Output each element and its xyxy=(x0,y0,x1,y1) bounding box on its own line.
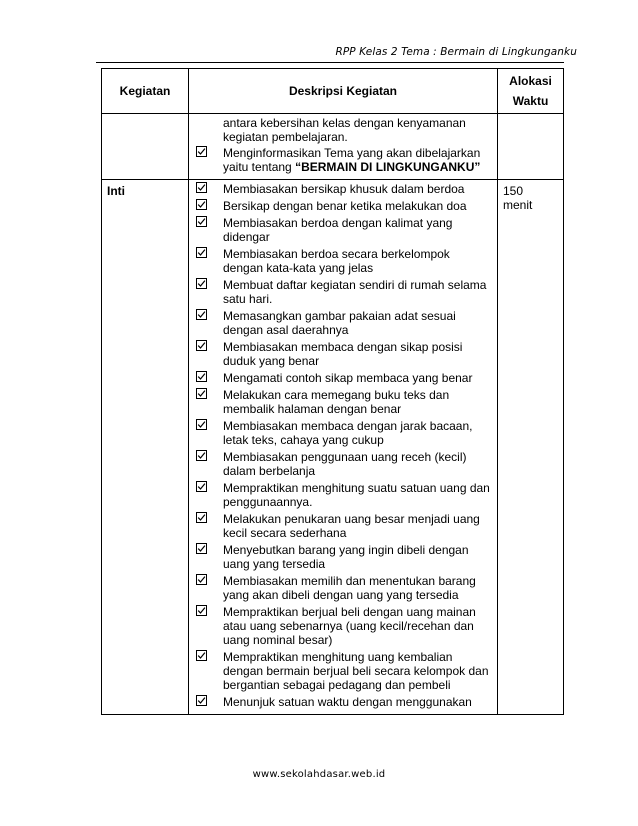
header-rule xyxy=(96,62,564,63)
checkbox-checked-icon xyxy=(196,695,208,709)
list-item xyxy=(189,216,497,244)
item-text: Membuat daftar kegiatan sendiri di rumah selama satu hari. xyxy=(223,278,487,306)
checkbox-checked-icon xyxy=(196,650,208,664)
item-text: Membiasakan bersikap khusuk dalam berdoa xyxy=(223,182,465,196)
item-text-bold: “BERMAIN DI LINGKUNGANKU” xyxy=(295,160,481,174)
rpp-table xyxy=(101,68,564,715)
checkbox-checked-icon xyxy=(196,278,208,292)
checkbox-checked-icon xyxy=(196,340,208,354)
list-item xyxy=(189,695,497,709)
checkbox-checked-icon xyxy=(196,182,208,196)
item-text: Membiasakan membaca dengan jarak bacaan, letak teks, cahaya yang cukup xyxy=(223,419,473,447)
continuation-row xyxy=(102,114,564,180)
list-item xyxy=(189,512,497,540)
checkbox-checked-icon xyxy=(196,146,208,160)
continuation-description-cell xyxy=(189,114,498,180)
item-text: Melakukan cara memegang buku teks dan membalik halaman dengan benar xyxy=(223,388,450,416)
column-header-kegiatan: Kegiatan xyxy=(102,69,189,114)
alokasi-header-line1: Alokasi xyxy=(509,74,552,88)
inti-description-cell xyxy=(189,180,498,715)
running-header: RPP Kelas 2 Tema : Bermain di Lingkunganku xyxy=(335,46,577,58)
item-text: Membiasakan memilih dan menentukan barang yang akan dibeli dengan uang yang tersedia xyxy=(223,574,476,602)
item-text: Membiasakan berdoa dengan kalimat yang didengar xyxy=(223,216,453,244)
footer-url: www.sekolahdasar.web.id xyxy=(252,769,386,780)
checkbox-checked-icon xyxy=(196,309,208,323)
list-item xyxy=(189,371,497,385)
list-item xyxy=(189,574,497,602)
column-header-alokasi xyxy=(498,69,564,114)
list-item xyxy=(189,278,497,306)
list-item xyxy=(189,388,497,416)
checkbox-checked-icon xyxy=(196,371,208,385)
list-item xyxy=(189,605,497,647)
item-text: Memasangkan gambar pakaian adat sesuai dengan asal daerahnya xyxy=(223,309,456,337)
alokasi-value: 150 xyxy=(503,184,524,198)
item-text: Mengamati contoh sikap membaca yang benar xyxy=(223,371,473,385)
continuation-text xyxy=(189,116,497,144)
item-text: Membiasakan berdoa secara berkelompok dengan kata-kata yang jelas xyxy=(223,247,450,275)
list-item xyxy=(189,146,497,174)
checkbox-checked-icon xyxy=(196,574,208,588)
list-item xyxy=(189,419,497,447)
list-item xyxy=(189,340,497,368)
item-text: Membiasakan membaca dengan sikap posisi duduk yang benar xyxy=(223,340,463,368)
checkbox-checked-icon xyxy=(196,450,208,464)
item-text: Mempraktikan berjual beli dengan uang mainan atau uang sebenarnya (uang kecil/recehan dan uang nominal besar) xyxy=(223,605,476,647)
list-item xyxy=(189,543,497,571)
alokasi-unit: menit xyxy=(503,198,533,212)
table-header-row xyxy=(102,69,564,114)
continuation-label-cell xyxy=(102,114,189,180)
column-header-deskripsi: Deskripsi Kegiatan xyxy=(189,69,498,114)
checkbox-checked-icon xyxy=(196,388,208,402)
item-text: Melakukan penukaran uang besar menjadi uang kecil secara sederhana xyxy=(223,512,480,540)
checkbox-checked-icon xyxy=(196,605,208,619)
continuation-alokasi-cell xyxy=(498,114,564,180)
checkbox-checked-icon xyxy=(196,216,208,230)
list-item xyxy=(189,650,497,692)
checkbox-checked-icon xyxy=(196,247,208,261)
continuation-lead-text: antara kebersihan kelas dengan kenyamanan kegiatan pembelajaran. xyxy=(223,116,466,144)
checkbox-checked-icon xyxy=(196,419,208,433)
item-text: Menunjuk satuan waktu dengan menggunakan xyxy=(223,695,472,709)
alokasi-header-line2: Waktu xyxy=(512,94,549,108)
item-text: Bersikap dengan benar ketika melakukan doa xyxy=(223,199,467,213)
list-item xyxy=(189,481,497,509)
inti-alokasi-cell xyxy=(498,180,564,715)
inti-row xyxy=(102,180,564,715)
inti-activity-list xyxy=(189,180,497,714)
item-text: Mempraktikan menghitung suatu satuan uang dan penggunaannya. xyxy=(223,481,490,509)
checkbox-checked-icon xyxy=(196,199,208,213)
checkbox-checked-icon xyxy=(196,543,208,557)
checkbox-checked-icon xyxy=(196,481,208,495)
item-text: Menyebutkan barang yang ingin dibeli dengan uang yang tersedia xyxy=(223,543,469,571)
list-item xyxy=(189,199,497,213)
list-item xyxy=(189,247,497,275)
item-text: Membiasakan penggunaan uang receh (kecil) dalam berbelanja xyxy=(223,450,467,478)
list-item xyxy=(189,450,497,478)
item-text: Menginformasikan Tema yang akan dibelajarkan yaitu tentang xyxy=(223,146,481,174)
item-text: Mempraktikan menghitung uang kembalian dengan bermain berjual beli secara kelompok dan bergantian sebagai pedagang dan pembeli xyxy=(223,650,489,692)
inti-label: Inti xyxy=(102,180,189,715)
list-item xyxy=(189,309,497,337)
list-item xyxy=(189,182,497,196)
checkbox-checked-icon xyxy=(196,512,208,526)
